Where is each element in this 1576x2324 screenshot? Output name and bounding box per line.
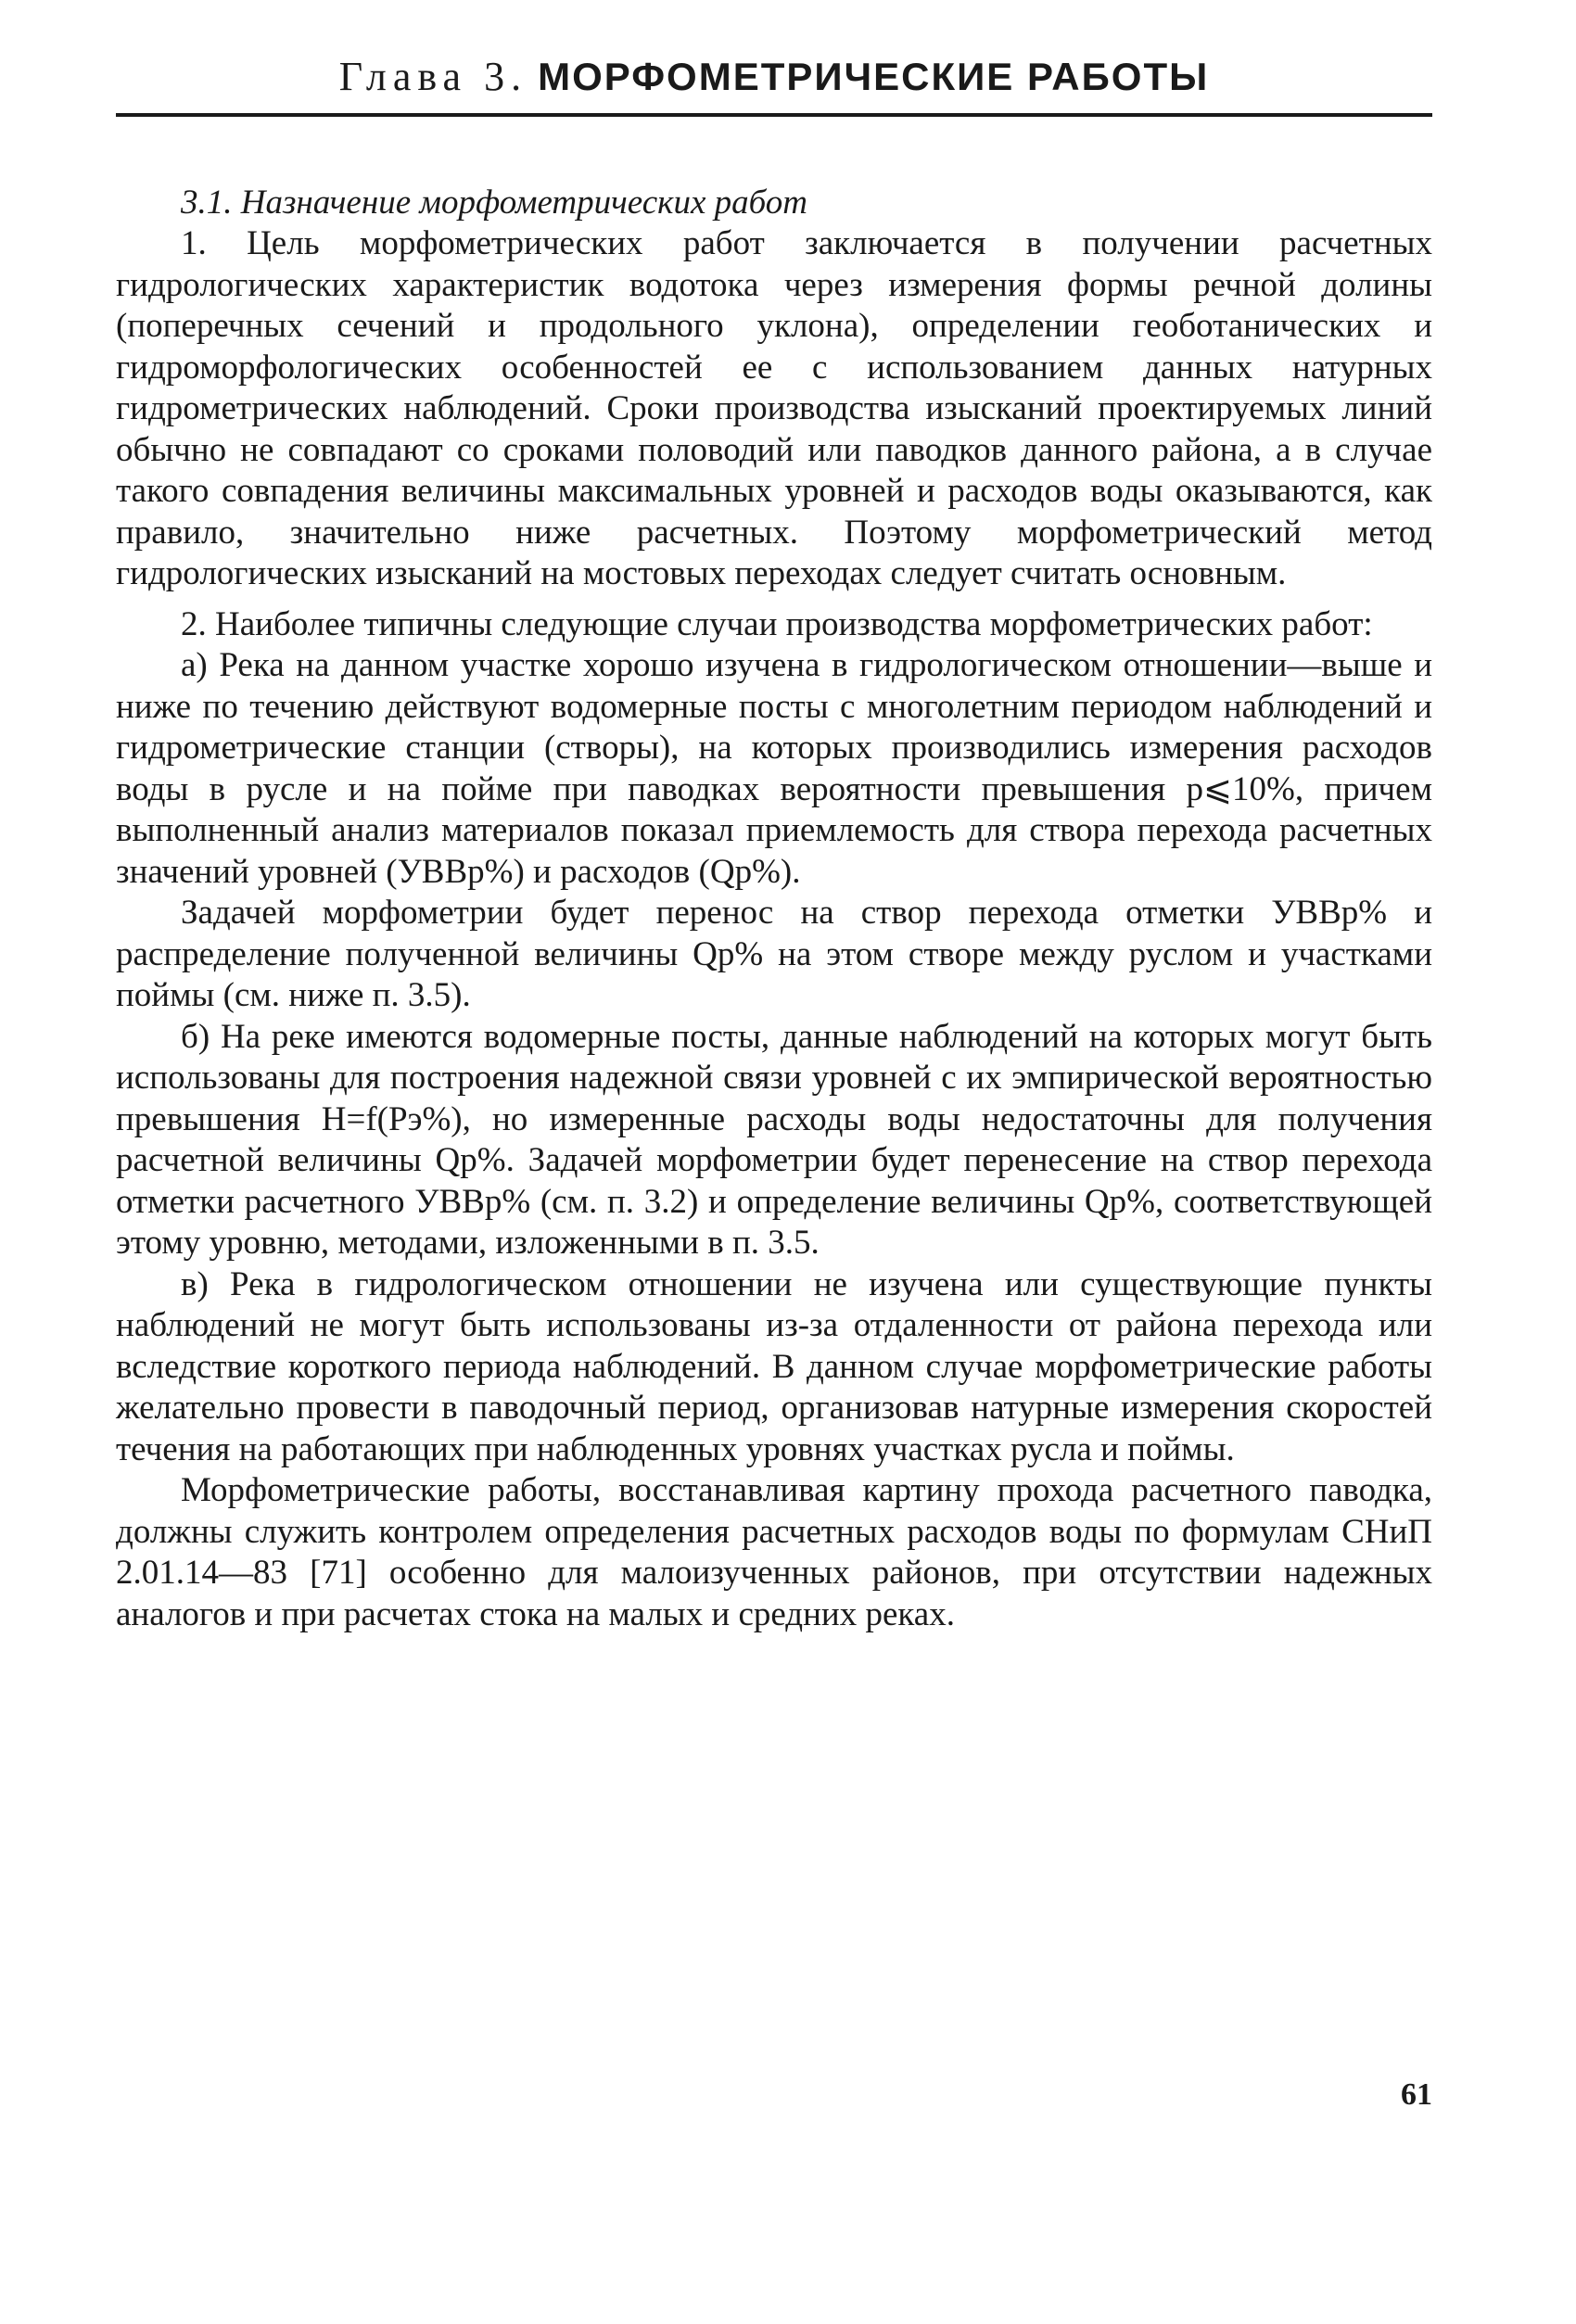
header-rule <box>116 113 1432 117</box>
paragraph-1-purpose: 1. Цель морфометрических работ заключается в получении расчетных гидрологических характеристик водотока через измерения формы речной долины (поперечных сечений и продольного уклона), определении геоботанических и гидроморфологических особенностей ее с использованием данных натурных гидрометрических наблюдений. Сроки производства изысканий проектируемых линий обычно не совпадают со сроками половодий или паводков данного района, а в случае такого совпадения величины максимальных уровней и расходов воды оказываются, как правило, значительно ниже расчетных. Поэтому морфометрический метод гидрологических изысканий на мостовых переходах следует считать основным. <box>116 224 1432 592</box>
paragraph-case-a: а) Река на данном участке хорошо изучена в гидрологическом отношении—выше и ниже по течению действуют водомерные посты с многолетним периодом наблюдений и гидрометрические станции (створы), на которых производились измерения расходов воды в русле и на пойме при паводках вероятности превышения p⩽10%, причем выполненный анализ материалов показал приемлемость для створа перехода расчетных значений уровней (УВВp%) и расходов (Qp%). <box>116 646 1432 891</box>
chapter-label: Глава 3. <box>338 54 528 99</box>
paragraph-2-cases: 2. Наиболее типичны следующие случаи производства морфометрических работ: <box>181 604 1373 643</box>
paragraph-case-a-task: Задачей морфометрии будет перенос на створ перехода отметки УВВp% и распределение полученной величины Qp% на этом створе между руслом и участками поймы (см. ниже п. 3.5). <box>116 894 1432 1014</box>
body-text <box>116 223 1432 1635</box>
chapter-title: МОРФОМЕТРИЧЕСКИЕ РАБОТЫ <box>538 55 1210 98</box>
paragraph-case-c: в) Река в гидрологическом отношении не изучена или существующие пункты наблюдений не могут быть использованы из-за отдаленности от района перехода или вследствие короткого периода наблюдений. В данном случае морфометрические работы желательно провести в паводочный период, организовав натурные измерения скоростей течения на работающих при наблюденных уровнях участках русла и поймы. <box>116 1264 1432 1468</box>
paragraph-case-b: б) На реке имеются водомерные посты, данные наблюдений на которых могут быть использованы для построения надежной связи уровней с их эмпирической вероятностью превышения H=f(Pэ%), но измеренные расходы воды недостаточны для получения расчетной величины Qp%. Задачей морфометрии будет перенесение на створ перехода отметки расчетного УВВp% (см. п. 3.2) и определение величины Qp%, соответствующей этому уровню, методами, изложенными в п. 3.5. <box>116 1017 1432 1262</box>
paragraph-conclusion: Морфометрические работы, восстанавливая картину прохода расчетного паводка, должны служить контролем определения расчетных расходов воды по формулам СНиП 2.01.14—83 [71] особенно для малоизученных районов, при отсутствии надежных аналогов и при расчетах стока на малых и средних реках. <box>116 1471 1432 1633</box>
page-number: 61 <box>1401 2077 1432 2112</box>
section-heading: 3.1. Назначение морфометрических работ <box>181 184 807 222</box>
running-head <box>116 54 1432 100</box>
